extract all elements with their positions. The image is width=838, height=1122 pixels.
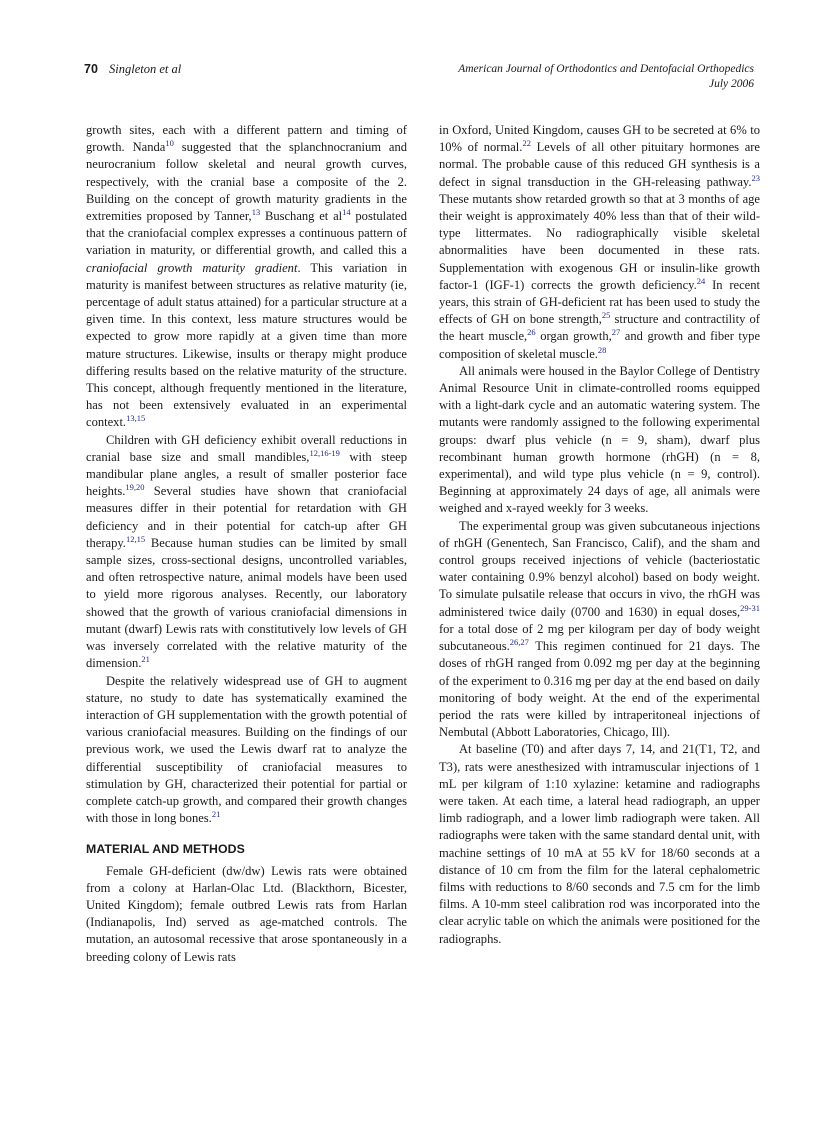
text: At baseline (T0) and after days 7, 14, and 21(T1, T2, and T3), rats were anesthesized with intramuscular injections of 1 mL per kilgram of 1:10 xylazine: ketamine and radiographs were taken. At each time, a lateral head radiograph, an upper limb radiograph, and a lower limb radiograph were taken. All radiographs were taken with the same standard dental unit, with machine settings of 10 mA at 55 kV for 18/60 seconds at a distance of 10 cm from the film for the lateral cephalometric films with reductions to 8/60 seconds and 7.5 cm for the limb films. A 10-mm steel calibration rod was incorporated into the clear acrylic table on which the animals were positioned for the radiographs. bbox=[439, 742, 760, 946]
text: Children with GH deficiency exhibit overall reductions in cranial base size and small mandibles, bbox=[86, 432, 407, 464]
paragraph bbox=[439, 518, 760, 742]
journal-title: American Journal of Orthodontics and Dentofacial Orthopedics bbox=[458, 63, 754, 75]
text: . This variation in maturity is manifest between structures as relative maturity (ie, percentage of adult status attained) for a particular structure at a given time. In this context, less mature structures would be expected to grow more rapidly at a given time than more mature structures. Likewise, insults or therapy might produce differing results based on the relative maturity of the structure. This concept, although frequently mentioned in the literature, has not been extensively evaluated in an experimental context. bbox=[86, 260, 408, 430]
text: for a total dose of 2 mg per kilogram per day of body weight subcutaneous. bbox=[439, 621, 760, 654]
text: postulated that the craniofacial complex expresses a continuous pattern of variation in maturity, or differential growth, and called this a bbox=[86, 209, 407, 258]
reference-link[interactable]: 21 bbox=[141, 654, 150, 665]
journal-info bbox=[458, 62, 754, 92]
text: Several studies have shown that craniofacial measures differ in their potential for retardation with GH deficiency and in their potential for catch-up after GH therapy. bbox=[86, 484, 407, 550]
text: growth sites, each with a different pattern and timing of growth. Nanda bbox=[86, 123, 407, 155]
text: All animals were housed in the Baylor College of Dentistry Animal Resource Unit in climate-controlled rooms equipped with a light-dark cycle and an automatic watering system. The mutants were randomly assigned to the following experimental groups: dwarf plus vehicle (n = 9, sham), dwarf plus recombinant human growth hormone (rhGH) (n = 8, experimental), and wild type plus vehicle (n = 9, control). Beginning at approximately 24 days of age, all animals were weighed and x-rayed weekly for 3 weeks. bbox=[439, 363, 760, 516]
running-header bbox=[84, 62, 754, 102]
text: The experimental group was given subcutaneous injections of rhGH (Genentech, San Francisco, Calif), and the sham and control groups received injections of vehicle (bacteriostatic water containing 0.9% benzyl alcohol) based on body weight. To simulate pulsatile release that occurs in vivo, the rhGH was administered twice daily (0700 and 1630) in equal doses, bbox=[439, 518, 760, 619]
reference-link[interactable]: 10 bbox=[165, 138, 174, 149]
reference-link[interactable]: 27 bbox=[611, 327, 621, 338]
paragraph bbox=[86, 673, 407, 828]
reference-link[interactable]: 12,16-19 bbox=[309, 447, 340, 458]
reference-link[interactable]: 26,27 bbox=[509, 637, 529, 648]
text: Levels of all other pituitary hormones are normal. The probable cause of this reduced GH synthesis is a defect in signal transduction in the GH-releasing pathway. bbox=[439, 140, 761, 189]
page-number: 70 bbox=[84, 62, 98, 76]
paragraph bbox=[86, 432, 407, 673]
reference-link[interactable]: 29-31 bbox=[740, 602, 760, 613]
text: structure and contractility of the heart muscle, bbox=[439, 312, 760, 344]
text: in Oxford, United Kingdom, causes GH to be secreted at 6% to 10% of normal. bbox=[439, 123, 760, 155]
running-authors: Singleton et al bbox=[109, 62, 182, 76]
paragraph bbox=[86, 122, 407, 432]
text: This regimen continued for 21 days. The doses of rhGH ranged from 0.092 mg per day at the beginning of the experiment to 0.316 mg per day at the end based on daily monitoring of body weight. At the end of the experimental period the rats were killed by intraperitoneal injections of Nembutal (Abbott Laboratories, Chicago, Ill). bbox=[439, 639, 760, 740]
text: In recent years, this strain of GH-deficient rat has been used to study the effects of GH on bone strength, bbox=[439, 277, 760, 327]
reference-link[interactable]: 14 bbox=[342, 207, 351, 218]
right-column bbox=[439, 122, 760, 948]
section-heading: MATERIAL AND METHODS bbox=[86, 842, 245, 857]
text: Buschang et al bbox=[260, 209, 343, 224]
paragraph bbox=[86, 863, 407, 966]
text: organ growth, bbox=[535, 329, 612, 344]
reference-link[interactable]: 22 bbox=[522, 138, 531, 149]
text: suggested that the splanchnocranium and neurocranium follow skeletal and neural growth curves, respectively, with the cranial base a composite of the 2. Building on the concept of growth maturity gradients in the extremities proposed by Tanner, bbox=[86, 140, 407, 224]
reference-link[interactable]: 23 bbox=[751, 172, 760, 183]
paragraph bbox=[439, 363, 760, 518]
reference-link[interactable]: 13,15 bbox=[126, 413, 146, 424]
text: and growth and fiber type composition of skeletal muscle. bbox=[439, 329, 761, 361]
paragraph bbox=[439, 122, 760, 363]
reference-link[interactable]: 13 bbox=[251, 207, 261, 218]
reference-link[interactable]: 25 bbox=[601, 310, 611, 321]
text: Despite the relatively widespread use of GH to augment stature, no study to date has systematically examined the interaction of GH supplementation with the growth potential of various craniofacial measures. Building on the findings of our previous work, we used the Lewis dwarf rat to analyze the differential susceptibility of craniofacial measures to stimulation by GH, characterized their potential for partial or complete catch-up growth, and compared their growth changes with those in long bones. bbox=[86, 673, 407, 826]
reference-link[interactable]: 24 bbox=[696, 275, 706, 286]
left-column bbox=[86, 122, 407, 966]
reference-link[interactable]: 26 bbox=[527, 327, 536, 338]
reference-link[interactable]: 19,20 bbox=[125, 482, 145, 493]
text: Because human studies can be limited by small sample sizes, cross-sectional designs, uncontrolled variables, and often retrospective nature, animal models have been used to yield more rigorous analyses. Recently, our laboratory showed that the growth of various craniofacial dimensions in mutant (dwarf) Lewis rats with constitutively low levels of GH was inversely correlated with the relative maturity of the dimension. bbox=[86, 535, 407, 671]
reference-link[interactable]: 12,15 bbox=[125, 533, 146, 544]
reference-link[interactable]: 28 bbox=[597, 344, 607, 355]
text: Female GH-deficient (dw/dw) Lewis rats were obtained from a colony at Harlan-Olac Ltd. (Blackthorn, Bicester, United Kingdom); female outbred Lewis rats from Harlan (Indianapolis, Ind) served as age-matched controls. The mutation, an autosomal recessive that arose spontaneously in a breeding colony of Lewis rats bbox=[86, 863, 407, 964]
italic-term: craniofacial growth maturity gradient bbox=[86, 260, 298, 275]
paragraph bbox=[439, 741, 760, 947]
text: These mutants show retarded growth so that at 3 months of age their weight is approximately 40% less than that of their wild-type littermates. No radiographically visible skeletal abnormalities have been documented in these rats. Supplementation with exogenous GH or insulin-like growth factor-1 (IGF-1) corrects the growth deficiency. bbox=[439, 191, 760, 292]
issue-date: July 2006 bbox=[708, 78, 754, 90]
text: with steep mandibular plane angles, a result of smaller posterior face heights. bbox=[86, 449, 407, 499]
reference-link[interactable]: 21 bbox=[211, 809, 221, 820]
